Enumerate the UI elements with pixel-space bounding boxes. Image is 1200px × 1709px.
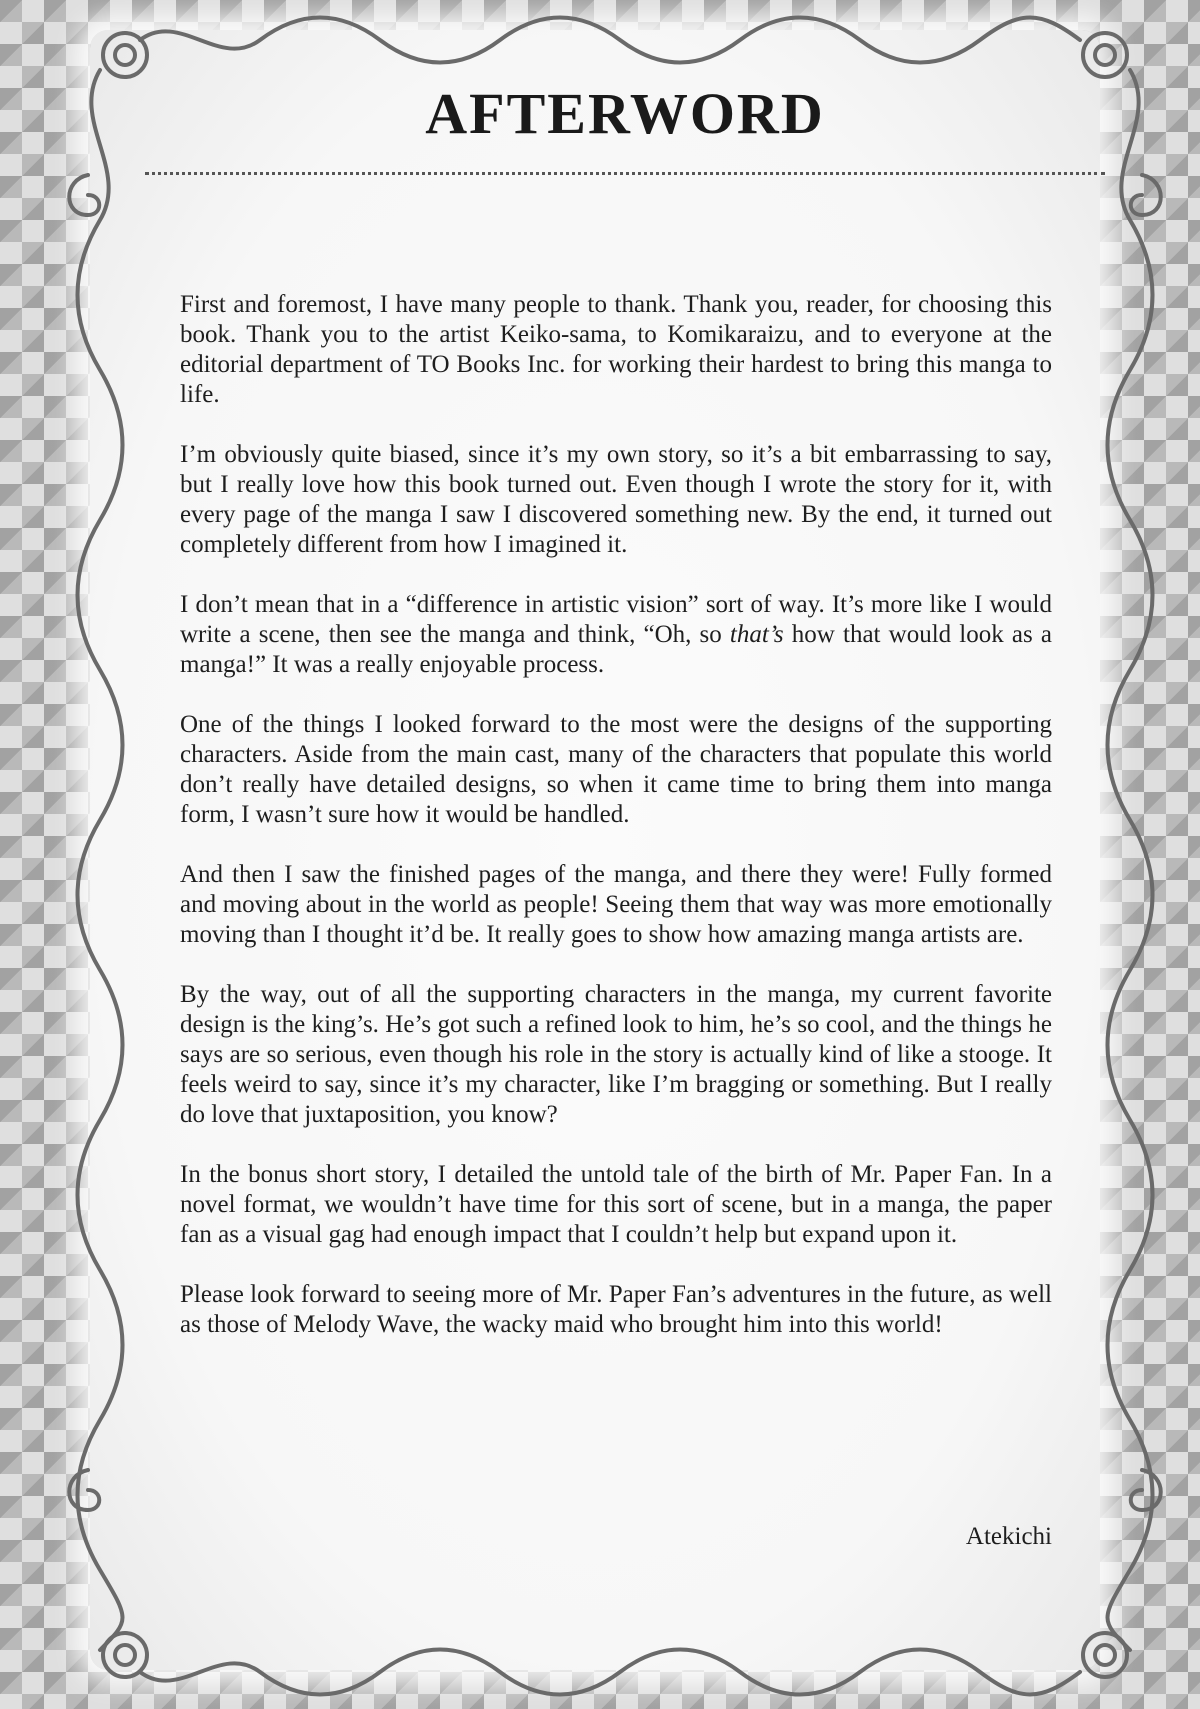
right-scroll-border [1108, 70, 1153, 1650]
side-flourish-right-bottom [1131, 1470, 1161, 1510]
paragraph-biased: I’m obviously quite biased, since it’s my own story, so it’s a bit embarrassing to say, but I really love how this book turned out. Even though I wrote the story for it, with every page of the manga I saw I discovered something new. By the end, it turned out completely different from how I imagined it. [180, 441, 1052, 558]
paragraph-bonus-story: In the bonus short story, I detailed the untold tale of the birth of Mr. Paper Fan. In a novel format, we wouldn’t have time for this sort of scene, but in a manga, the paper fan as a visual gag had enough impact that I couldn’t help but expand upon it. [180, 1161, 1052, 1248]
paragraph-artistic-vision [180, 590, 1052, 680]
paragraph-king-design: By the way, out of all the supporting characters in the manga, my current favorite design is the king’s. He’s got such a refined look to him, he’s so cool, and the things he says are so serious, even though his role in the story is actually kind of like a stooge. It feels weird to say, since it’s my character, like I’m bragging or something. But I really do love that juxtaposition, you know? [180, 981, 1052, 1128]
author-signature: Atekichi [965, 1523, 1052, 1550]
paragraph-finished-pages: And then I saw the finished pages of the manga, and there they were! Fully formed and moving about in the world as people! Seeing them that way was more emotionally moving than I thought it’d be. It really goes to show how amazing manga artists are. [180, 861, 1052, 948]
paragraph-artistic-vision-end: how that would look as a manga!” It was a really enjoyable process. [180, 621, 1052, 678]
paragraph-artistic-vision-start: I don’t mean that in a “difference in artistic vision” sort of way. It’s more like I would write a scene, then see the manga and think, “Oh, so [180, 591, 1052, 648]
paragraph-look-forward: Please look forward to seeing more of Mr. Paper Fan’s adventures in the future, as well as those of Melody Wave, the wacky maid who brought him into this world! [180, 1281, 1052, 1338]
afterword-body [180, 290, 1052, 1370]
side-flourish-right-top [1131, 175, 1161, 215]
paragraph-supporting-characters: One of the things I looked forward to the most were the designs of the supporting characters. Aside from the main cast, many of the characters that populate this world don’t really have detailed designs, so when it came time to bring them into manga form, I wasn’t sure how it would be handled. [180, 711, 1052, 828]
page-title: AFTERWORD [425, 81, 825, 146]
title-dotted-divider [145, 172, 1105, 175]
emphasized-word: that’s [729, 621, 784, 648]
paragraph-thanks: First and foremost, I have many people to thank. Thank you, reader, for choosing this book. Thank you to the artist Keiko-sama, to Komikaraizu, and to everyone at the editorial department of TO Books Inc. for working their hardest to bring this manga to life. [180, 291, 1052, 408]
